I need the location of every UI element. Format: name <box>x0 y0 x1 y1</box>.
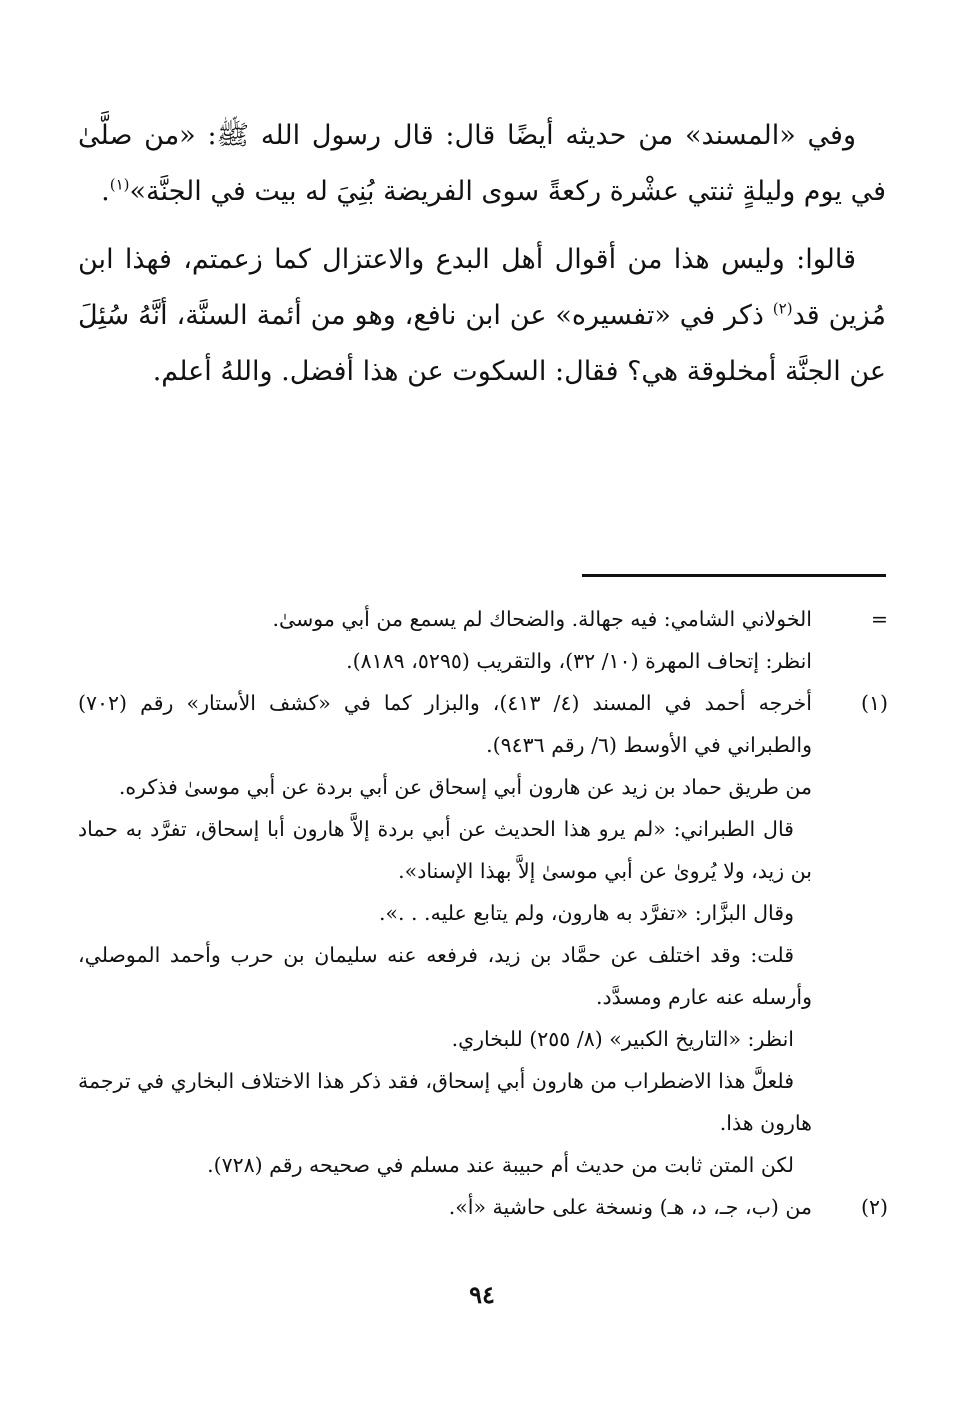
footnote-line: لكن المتن ثابت من حديث أم حبيبة عند مسلم في صحيحه رقم (٧٢٨). <box>207 1153 794 1177</box>
footnote-line: قال الطبراني: «لم يرو هذا الحديث عن أبي بردة إلاَّ هارون أبا إسحاق، تفرَّد به حماد بن زيد، ولا يُروىٰ عن أبي موسىٰ إلاَّ بهذا الإسناد». <box>78 817 812 883</box>
footnote-ref-1: (١) <box>109 175 130 194</box>
main-text <box>78 108 886 400</box>
footnote-continuation <box>78 598 890 682</box>
footnote-line: وقال البزَّار: «تفرَّد به هارون، ولم يتابع عليه. . .». <box>378 901 794 925</box>
footnote-body <box>78 1186 812 1228</box>
footnote-ref-2: (٢) <box>772 299 793 318</box>
footnote-line: الخولاني الشامي: فيه جهالة. والضحاك لم يسمع من أبي موسىٰ. <box>272 607 812 631</box>
footnote-body <box>78 598 812 682</box>
footnote-body <box>78 682 812 1186</box>
footnote-mark: (١) <box>860 691 888 715</box>
paragraph-2-text-b: ذكر في «تفسيره» عن ابن نافع، وهو من أئمة السنَّة، أنَّهُ سُئِلَ عن الجنَّة أمخلوقة هي؟ فقال: السكوت عن هذا أفضل. واللهُ أعلم. <box>78 300 886 387</box>
footnote-1 <box>78 682 890 1186</box>
paragraph-1-end: . <box>101 176 110 207</box>
footnote-2 <box>78 1186 890 1228</box>
footnote-line: انظر: «التاريخ الكبير» (٨/ ٢٥٥) للبخاري. <box>451 1027 794 1051</box>
footnote-line: من (ب، جـ، د، هـ) ونسخة على حاشية «أ». <box>448 1195 812 1219</box>
footnote-line: انظر: إتحاف المهرة (١٠/ ٣٢)، والتقريب (٥٢٩٥، ٨١٨٩). <box>346 649 812 673</box>
footnote-line: قلت: وقد اختلف عن حمَّاد بن زيد، فرفعه عنه سليمان بن حرب وأحمد الموصلي، وأرسله عنه عارم ومسدَّد. <box>78 943 812 1009</box>
footnotes <box>78 598 890 1228</box>
footnote-line: فلعلَّ هذا الاضطراب من هارون أبي إسحاق، فقد ذكر هذا الاختلاف البخاري في ترجمة هارون هذا. <box>78 1069 812 1135</box>
main-paragraph-2 <box>78 232 886 400</box>
paragraph-1-text: وفي «المسند» من حديثه أيضًا قال: قال رسول الله ﷺ: «من صلَّىٰ في يوم وليلةٍ ثنتي عشْرة ركعةً سوى الفريضة بُنِيَ له بيت في الجنَّة» <box>78 120 886 207</box>
footnote-mark: = <box>870 607 888 631</box>
paragraph-2-text-a: قالوا: وليس هذا من أقوال أهل البدع والاعتزال كما زعمتم، فهذا ابن مُزين قد <box>78 244 886 331</box>
main-paragraph-1 <box>78 108 886 220</box>
footnote-line: أخرجه أحمد في المسند (٤/ ٤١٣)، والبزار كما في «كشف الأستار» رقم (٧٠٢) والطبراني في الأوسط (٦/ رقم ٩٤٣٦). <box>78 691 812 757</box>
footnote-separator <box>582 574 886 577</box>
page-number: ٩٤ <box>469 1280 495 1309</box>
footnote-mark: (٢) <box>860 1195 888 1219</box>
footnote-line: من طريق حماد بن زيد عن هارون أبي إسحاق عن أبي بردة عن أبي موسىٰ فذكره. <box>118 775 812 799</box>
